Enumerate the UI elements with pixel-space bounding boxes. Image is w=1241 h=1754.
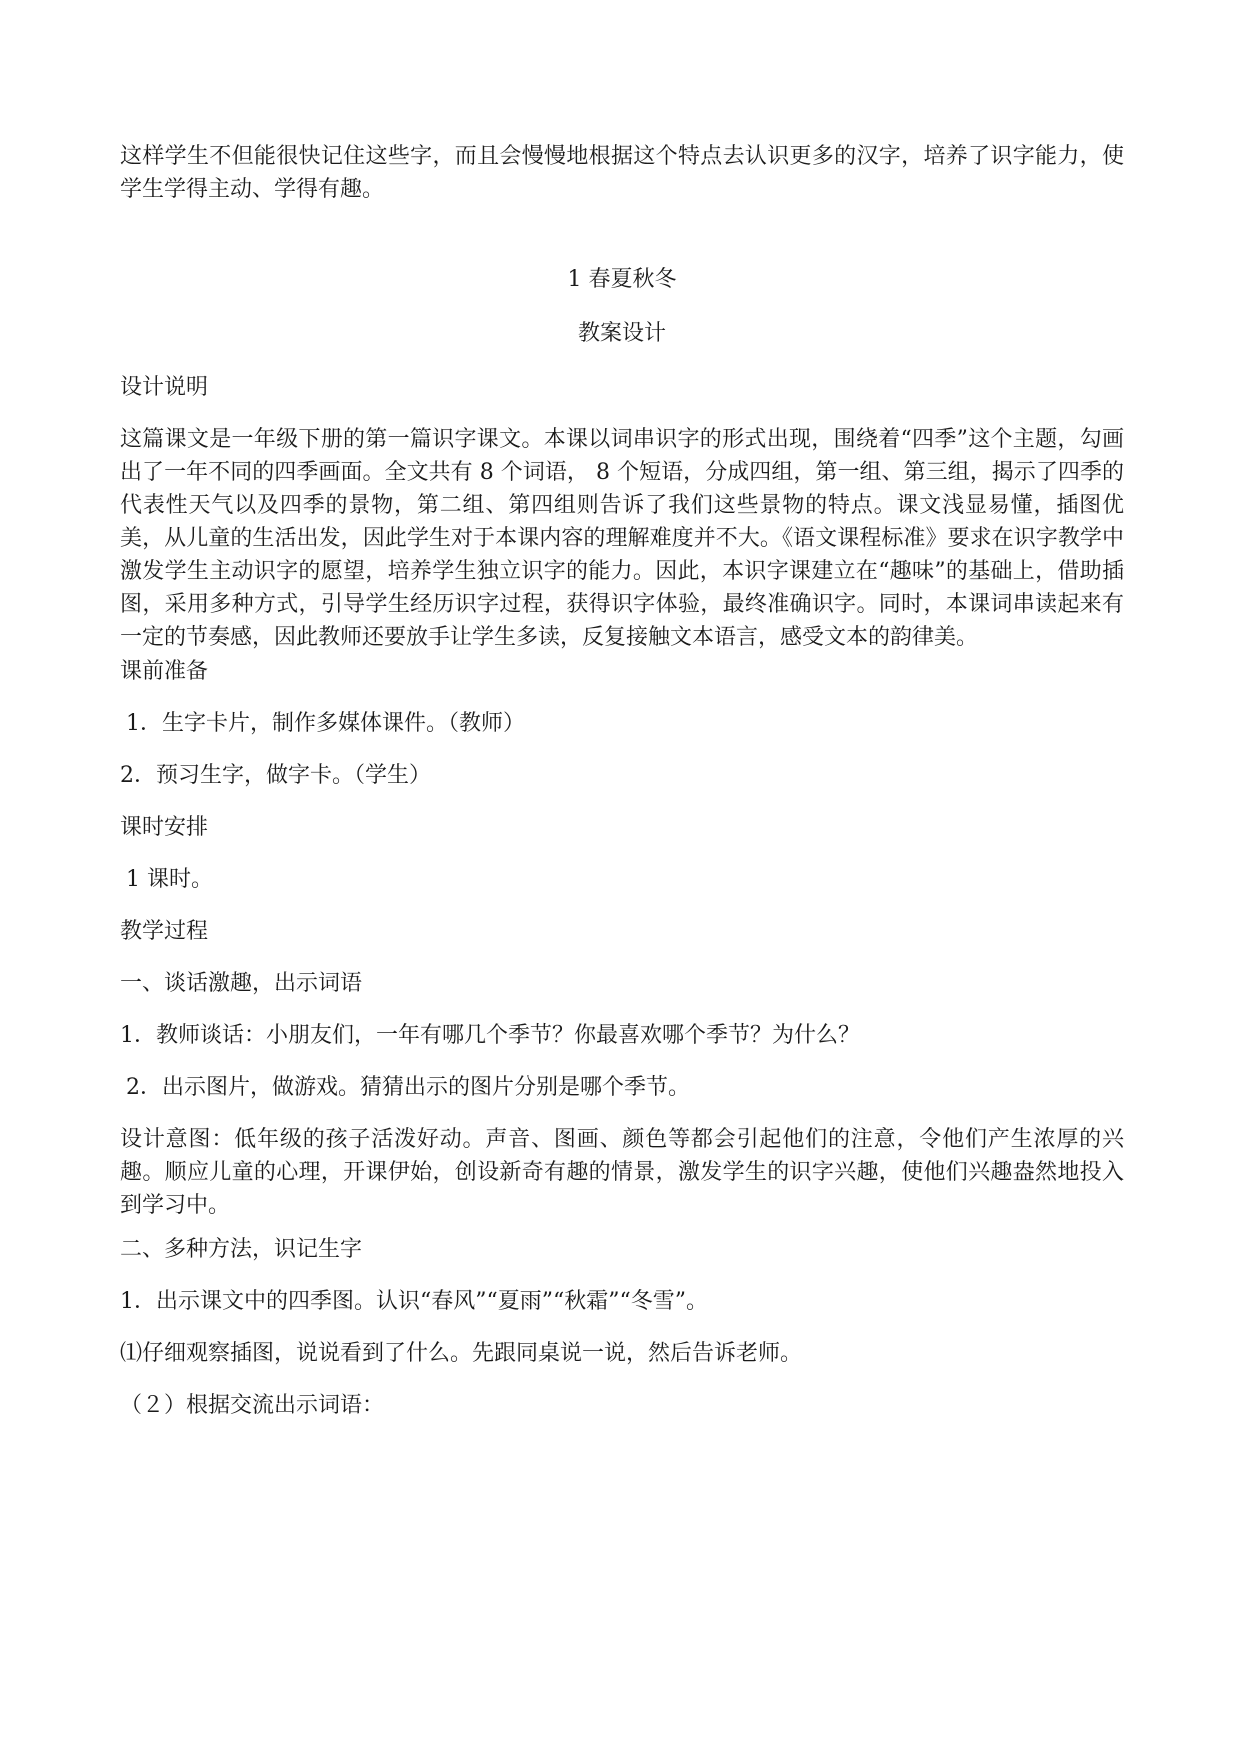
section-heading-preparation: 课前准备 <box>120 659 209 684</box>
lesson-title: 1 春夏秋冬 <box>567 267 677 292</box>
design-note-body: 这篇课文是一年级下册的第一篇识字课文。本课以词串识字的形式出现，围绕着“四季”这个主题，勾画出了一年不同的四季画面。全文共有 8 个词语， 8 个短语，分成四组，第一组、第三组，揭示了四季的代表性天气以及四季的景物，第二组、第四组则告诉了我们这些景物的特点。课文浅显易懂，插图优美，从儿童的生活出发，因此学生对于本课内容的理解难度并不大。《语文课程标准》要求在识字教学中激发学生主动识字的愿望，培养学生独立识字的能力。因此，本识字课建立在“趣味”的基础上，借助插图，采用多种方式，引导学生经历识字过程，获得识字体验，最终准确识字。同时，本课词串读起来有一定的节奏感，因此教师还要放手让学生多读，反复接触文本语言，感受文本的韵律美。 <box>120 427 1124 650</box>
process-part1-heading: 一、谈话激趣，出示词语 <box>120 971 363 996</box>
process-item: 1．教师谈话：小朋友们，一年有哪几个季节？你最喜欢哪个季节？为什么？ <box>120 1023 860 1048</box>
schedule-body: 1 课时。 <box>126 867 213 892</box>
preparation-item: 1．生字卡片，制作多媒体课件。（教师） <box>126 711 525 736</box>
section-heading-process: 教学过程 <box>120 919 209 944</box>
process-subitem: ⑴仔细观察插图，说说看到了什么。先跟同桌说一说，然后告诉老师。 <box>120 1341 803 1366</box>
process-part2-heading: 二、多种方法，识记生字 <box>120 1237 363 1262</box>
design-intent-paragraph: 设计意图：低年级的孩子活泼好动。声音、图画、颜色等都会引起他们的注意，令他们产生浓厚的兴趣。顺应儿童的心理，开课伊始，创设新奇有趣的情景，激发学生的识字兴趣，使他们兴趣盎然地投入到学习中。 <box>120 1127 1124 1218</box>
section-heading-schedule: 课时安排 <box>120 815 209 840</box>
lesson-subtitle: 教案设计 <box>577 321 666 346</box>
process-subitem: （２）根据交流出示词语： <box>120 1393 385 1418</box>
section-heading-design-note: 设计说明 <box>120 375 209 400</box>
intro-paragraph: 这样学生不但能很快记住这些字，而且会慢慢地根据这个特点去认识更多的汉字，培养了识字能力，使学生学得主动、学得有趣。 <box>120 144 1124 202</box>
process-item: 1．出示课文中的四季图。认识“春风”“夏雨”“秋霜”“冬雪”。 <box>120 1289 708 1314</box>
process-item: 2．出示图片，做游戏。猜猜出示的图片分别是哪个季节。 <box>126 1075 690 1100</box>
preparation-item: 2．预习生字，做字卡。（学生） <box>120 763 431 788</box>
